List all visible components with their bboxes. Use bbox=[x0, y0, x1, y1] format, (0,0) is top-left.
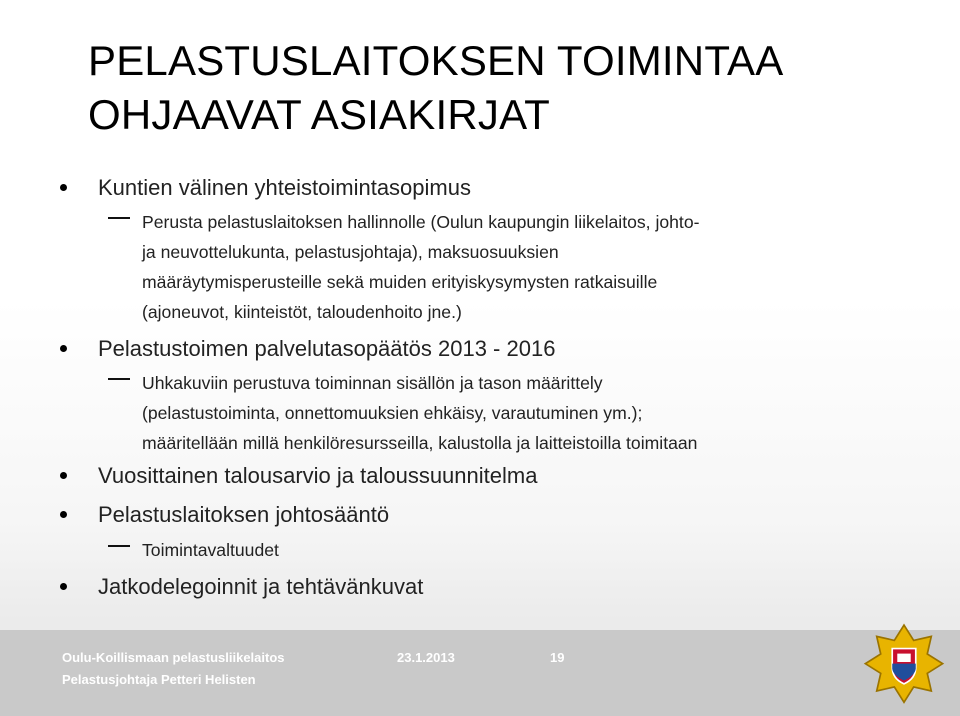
sub-item-line: (ajoneuvot, kiinteistöt, taloudenhoito jne.) bbox=[142, 302, 462, 322]
title-line-2: OHJAAVAT ASIAKIRJAT bbox=[88, 91, 551, 138]
bullet-dot-icon bbox=[60, 345, 67, 352]
bullet-item-text: Pelastustoimen palvelutasopäätös 2013 - 2016 bbox=[98, 336, 556, 361]
bullet-item-text: Pelastuslaitoksen johtosääntö bbox=[98, 502, 390, 527]
sub-item-line: ja neuvottelukunta, pelastusjohtaja), maksuosuuksien bbox=[142, 242, 559, 262]
dash-icon bbox=[108, 378, 130, 380]
bullet-dot-icon bbox=[60, 184, 67, 191]
slide-title bbox=[88, 34, 928, 142]
slide-footer bbox=[0, 630, 960, 716]
footer-org-name: Oulu-Koillismaan pelastusliikelaitos bbox=[62, 650, 285, 665]
bullet-dot-icon bbox=[60, 583, 67, 590]
sub-item-text bbox=[142, 207, 902, 327]
sub-item-line: Perusta pelastuslaitoksen hallinnolle (Oulun kaupungin liikelaitos, johto- bbox=[142, 212, 700, 232]
bullet-dot-icon bbox=[60, 472, 67, 479]
sub-item-line: Toimintavaltuudet bbox=[142, 540, 279, 560]
sub-item-text bbox=[142, 368, 902, 458]
sub-item-line: määräytymisperusteille sekä muiden erityiskysymysten ratkaisuille bbox=[142, 272, 658, 292]
sub-item-text bbox=[142, 535, 902, 565]
footer-author: Pelastusjohtaja Petteri Helisten bbox=[62, 672, 256, 687]
title-line-1: PELASTUSLAITOKSEN TOIMINTAA bbox=[88, 37, 784, 84]
emblem-castle-wall bbox=[897, 654, 910, 662]
dash-icon bbox=[108, 217, 130, 219]
footer-organization bbox=[62, 647, 285, 691]
sub-item-line: Uhkakuviin perustuva toiminnan sisällön ja tason määrittely bbox=[142, 373, 603, 393]
sub-item-line: (pelastustoiminta, onnettomuuksien ehkäisy, varautuminen ym.); bbox=[142, 403, 643, 423]
bullet-item-text: Jatkodelegoinnit ja tehtävänkuvat bbox=[98, 574, 424, 599]
footer-page-number: 19 bbox=[550, 650, 565, 665]
footer-date: 23.1.2013 bbox=[397, 650, 455, 665]
bullet-item-text: Vuosittainen talousarvio ja taloussuunnitelma bbox=[98, 463, 538, 488]
bullet-item-text: Kuntien välinen yhteistoimintasopimus bbox=[98, 175, 471, 200]
bullet-dot-icon bbox=[60, 511, 67, 518]
sub-item-line: määritellään millä henkilöresursseilla, kalustolla ja laitteistoilla toimitaan bbox=[142, 433, 698, 453]
dash-icon bbox=[108, 545, 130, 547]
rescue-service-star-emblem-icon bbox=[862, 620, 946, 704]
